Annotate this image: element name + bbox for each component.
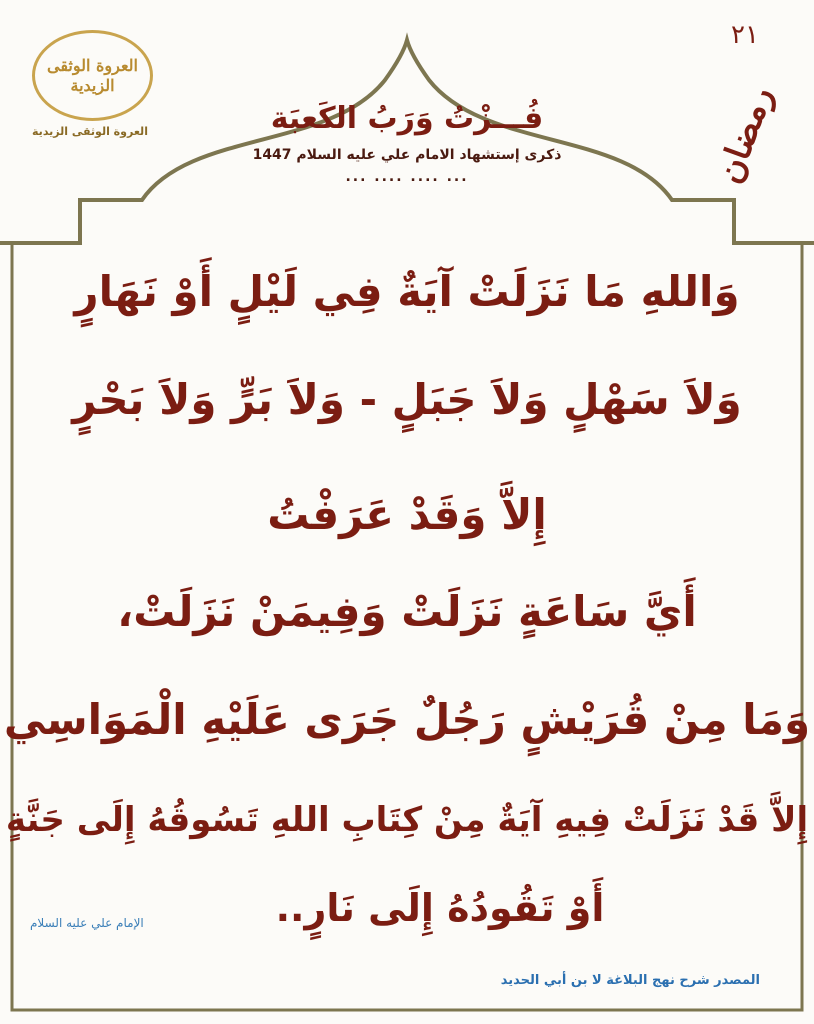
- logo-caption: العروة الوثقى الزيدية: [32, 125, 148, 138]
- quote-line: إِلاَّ قَدْ نَزَلَتْ فِيهِ آيَةٌ مِنْ كِتَابِ اللهِ تَسُوقُهُ إِلَى جَنَّةٍ: [5, 800, 809, 840]
- subtitle: ذكرى إستشهاد الامام علي عليه السلام 1447: [252, 147, 562, 163]
- quote-line: إِلاَّ وَقَدْ عَرَفْتُ: [267, 490, 547, 539]
- quote-line: وَمَا مِنْ قُرَيْشٍ رَجُلٌ جَرَى عَلَيْهِ الْمَوَاسِي: [3, 695, 811, 744]
- quote-line: وَاللهِ مَا نَزَلَتْ آيَةٌ فِي لَيْلٍ أَوْ نَهَارٍ: [74, 267, 740, 316]
- quote-line: أَوْ تَقُودُهُ إِلَى نَارٍ..: [275, 886, 605, 930]
- decorative-dots: ... .... .... ...: [345, 169, 469, 185]
- logo-emblem: العروة الوثقى الزيدية: [32, 30, 153, 121]
- day-number: ٢١: [731, 20, 759, 50]
- page-title: فُـــزْتُ وَرَبُ الكَعبَة: [270, 101, 544, 136]
- source-citation: المصدر شرح نهج البلاغة لا بن أبي الحديد: [500, 973, 760, 988]
- quote-line: أَيَّ سَاعَةٍ نَزَلَتْ وَفِيمَنْ نَزَلَتْ،: [117, 587, 697, 636]
- quote-line: وَلاَ سَهْلٍ وَلاَ جَبَلٍ - وَلاَ بَرٍّ وَلاَ بَحْرٍ: [72, 375, 742, 424]
- month-word: رمضان: [709, 81, 781, 189]
- attribution: الإمام علي عليه السلام: [30, 916, 144, 930]
